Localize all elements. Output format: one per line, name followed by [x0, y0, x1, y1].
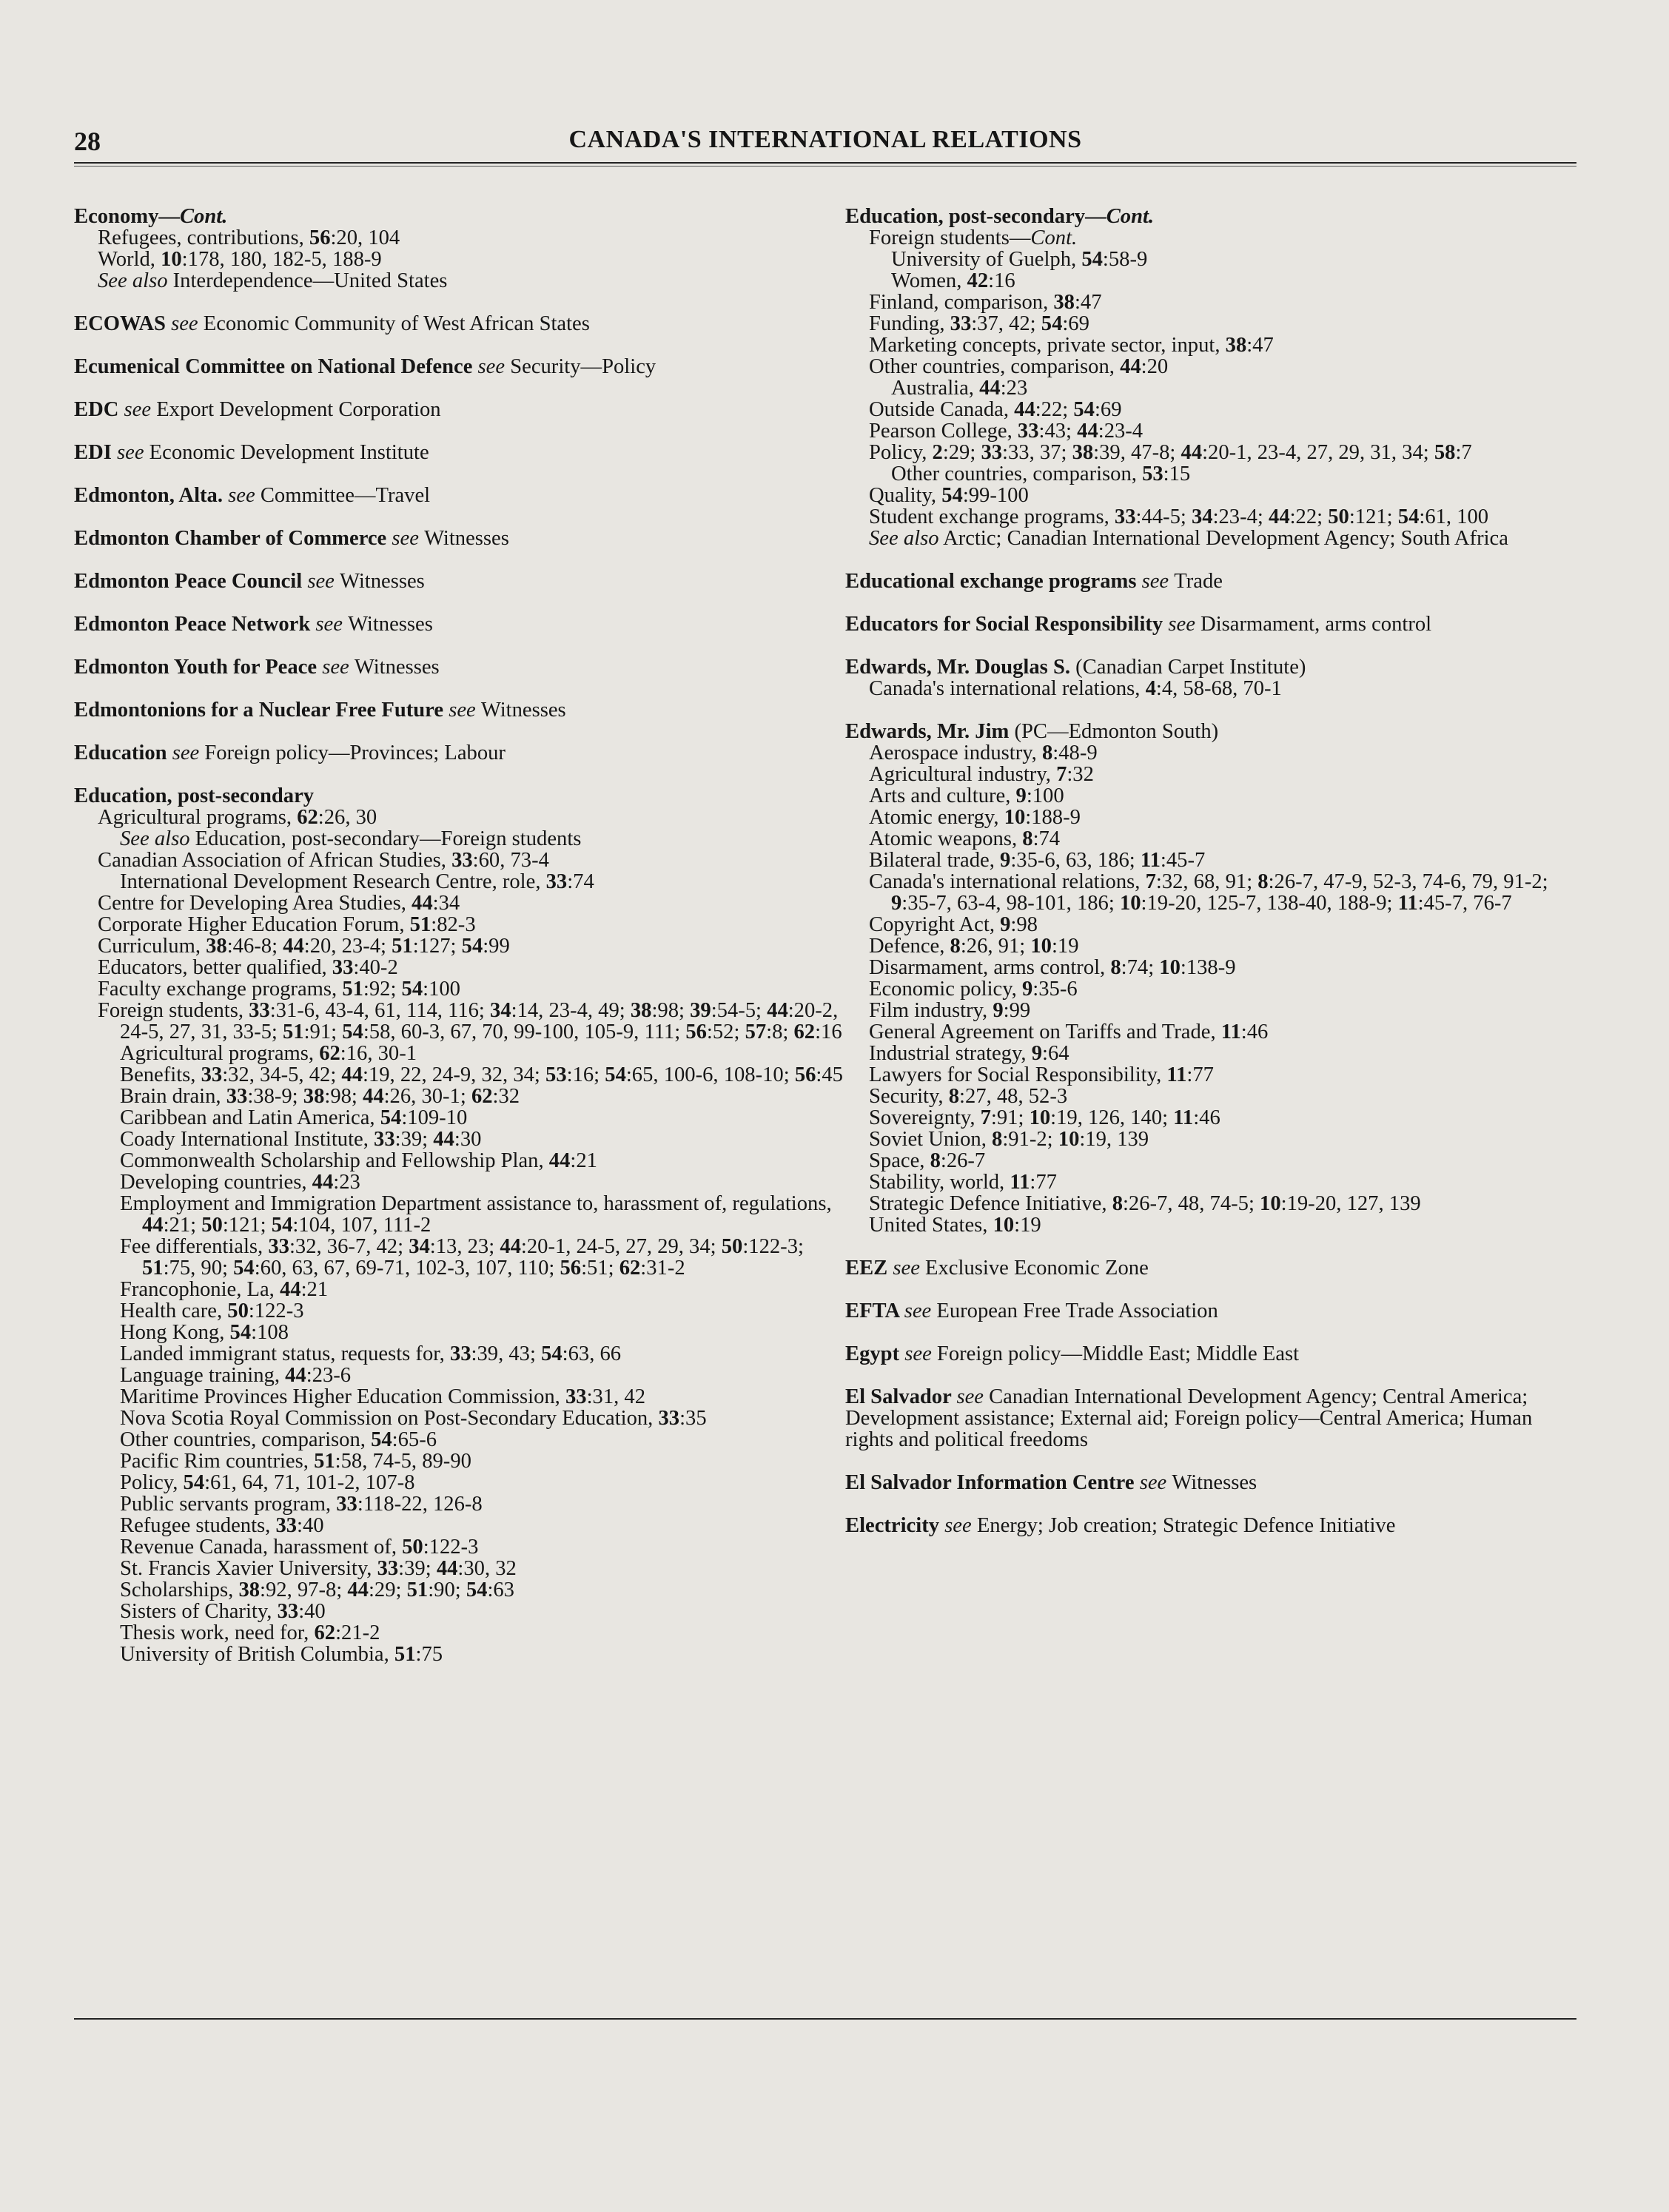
index-entry: EEZ see Exclusive Economic Zone	[845, 1257, 1149, 1280]
index-entry: Edmontonions for a Nuclear Free Future see Witnesses	[74, 699, 566, 722]
index-entry: EFTA see European Free Trade Association	[845, 1300, 1218, 1322]
header-rule-thin	[74, 166, 1576, 167]
index-entry: Edmonton Peace Network see Witnesses	[74, 613, 433, 636]
index-entry: El Salvador Information Centre see Witnesses	[845, 1471, 1257, 1494]
index-entry: Edmonton Youth for Peace see Witnesses	[74, 656, 440, 679]
index-entry: ECOWAS see Economic Community of West African States	[74, 312, 590, 335]
page-number: 28	[74, 127, 101, 156]
index-entry: Electricity see Energy; Job creation; Strategic Defence Initiative	[845, 1514, 1396, 1537]
index-entry: Egypt see Foreign policy—Middle East; Middle East	[845, 1342, 1300, 1365]
index-entry: Education, post-secondary Agricultural programs, 62:26, 30 See also Education, post-secondary—Foreign students Canadian Association of African Studies, 33:60, 73-4 International Development Research Centre, role, 33:74 Centre for Developing Area Studies, 44:34 Corporate Higher Education Forum, 51:82-3 Curriculum, 38:46-8; 44:20, 23-4; 51:127; 54:99 Educators, better qualified, 33:40-2 Faculty exchange programs, 51:92; 54:100 Foreign students, 33:31-6, 43-4, 61, 114, 116; 34:14, 23-4, 49; 38:98; 39:54-5; 44:20-2, 24-5, 27, 31, 33-5; 51:91; 54:58, 60-3, 67, 70, 99-100, 105-9, 111; 56:52; 57:8; 62:16 Agricultural programs, 62:16, 30-1 Benefits, 33:32, 34-5, 42; 44:19, 22, 24-9, 32, 34; 53:16; 54:65, 100-6, 108-10; 56:45 Brain drain, 33:38-9; 38:98; 44:26, 30-1; 62:32 Caribbean and Latin America, 54:109-10 Coady International Institute, 33:39; 44:30 Commonwealth Scholarship and Fellowship Plan, 44:21 Developing countries, 44:23 Employment and Immigration Department assistance to, harassment of, regulations, 44:21; 50:121; 54:104, 107, 111-2 Fee differentials, 33:32, 36-7, 42; 34:13, 23; 44:20-1, 24-5, 27, 29, 34; 50:122-3; 51:75, 90; 54:60, 63, 67, 69-71, 102-3, 107, 110; 56:51; 62:31-2 Francophonie, La, 44:21 Health care, 50:122-3 Hong Kong, 54:108 Landed immigrant status, requests for, 33:39, 43; 54:63, 66 Language training, 44:23-6 Maritime Provinces Higher Education Commission, 33:31, 42 Nova Scotia Royal Commission on Post-Secondary Education, 33:35 Other countries, comparison, 54:65-6 Pacific Rim countries, 51:58, 74-5, 89-90 Policy, 54:61, 64, 71, 101-2, 107-8 Public servants program, 33:118-22, 126-8 Refugee students, 33:40 Revenue Canada, harassment of, 50:122-3 St. Francis Xavier University, 33:39; 44:30, 32 Scholarships, 38:92, 97-8; 44:29; 51:90; 54:63 Sisters of Charity, 33:40 Thesis work, need for, 62:21-2 University of British Columbia, 51:75	[74, 784, 843, 1666]
index-entry: EDC see Export Development Corporation	[74, 398, 441, 421]
index-column-right	[845, 206, 1585, 1558]
index-entry: Edwards, Mr. Jim (PC—Edmonton South) Aerospace industry, 8:48-9 Agricultural industry, 7:32 Arts and culture, 9:100 Atomic energy, 10:188-9 Atomic weapons, 8:74 Bilateral trade, 9:35-6, 63, 186; 11:45-7 Canada's international relations, 7:32, 68, 91; 8:26-7, 47-9, 52-3, 74-6, 79, 91-2; 9:35-7, 63-4, 98-101, 186; 10:19-20, 125-7, 138-40, 188-9; 11:45-7, 76-7 Copyright Act, 9:98 Defence, 8:26, 91; 10:19 Disarmament, arms control, 8:74; 10:138-9 Economic policy, 9:35-6 Film industry, 9:99 General Agreement on Tariffs and Trade, 11:46 Industrial strategy, 9:64 Lawyers for Social Responsibility, 11:77 Security, 8:27, 48, 52-3 Sovereignty, 7:91; 10:19, 126, 140; 11:46 Soviet Union, 8:91-2; 10:19, 139 Space, 8:26-7 Stability, world, 11:77 Strategic Defence Initiative, 8:26-7, 48, 74-5; 10:19-20, 127, 139 United States, 10:19	[845, 720, 1548, 1237]
index-column-left	[74, 206, 851, 1687]
index-entry: Educators for Social Responsibility see Disarmament, arms control	[845, 613, 1432, 636]
page-header	[74, 126, 1576, 160]
index-entry: El Salvador see Canadian International Development Agency; Central America; Development assistance; External aid; Foreign policy—Central America; Human rights and political freedoms	[845, 1385, 1533, 1451]
header-rule	[74, 162, 1576, 164]
index-entry: Edmonton Peace Council see Witnesses	[74, 570, 425, 593]
footer-rule	[74, 2018, 1576, 2020]
index-entry: EDI see Economic Development Institute	[74, 441, 429, 464]
index-entry: Edmonton Chamber of Commerce see Witnesses	[74, 527, 509, 550]
index-entry: Edmonton, Alta. see Committee—Travel	[74, 484, 431, 507]
index-entry: Education see Foreign policy—Provinces; Labour	[74, 742, 506, 764]
index-entry: Education, post-secondary—Cont. Foreign students—Cont. University of Guelph, 54:58-9 Women, 42:16 Finland, comparison, 38:47 Funding, 33:37, 42; 54:69 Marketing concepts, private sector, input, 38:47 Other countries, comparison, 44:20 Australia, 44:23 Outside Canada, 44:22; 54:69 Pearson College, 33:43; 44:23-4 Policy, 2:29; 33:33, 37; 38:39, 47-8; 44:20-1, 23-4, 27, 29, 31, 34; 58:7 Other countries, comparison, 53:15 Quality, 54:99-100 Student exchange programs, 33:44-5; 34:23-4; 44:22; 50:121; 54:61, 100 See also Arctic; Canadian International Development Agency; South Africa	[845, 205, 1508, 550]
index-entry: Economy—Cont. Refugees, contributions, 56:20, 104 World, 10:178, 180, 182-5, 188-9 See also Interdependence—United States	[74, 205, 448, 292]
index-entry: Edwards, Mr. Douglas S. (Canadian Carpet Institute) Canada's international relations, 4:4, 58-68, 70-1	[845, 656, 1306, 700]
running-title: CANADA'S INTERNATIONAL RELATIONS	[568, 126, 1082, 153]
index-entry: Educational exchange programs see Trade	[845, 570, 1223, 593]
index-entry: Ecumenical Committee on National Defence see Security—Policy	[74, 355, 656, 378]
